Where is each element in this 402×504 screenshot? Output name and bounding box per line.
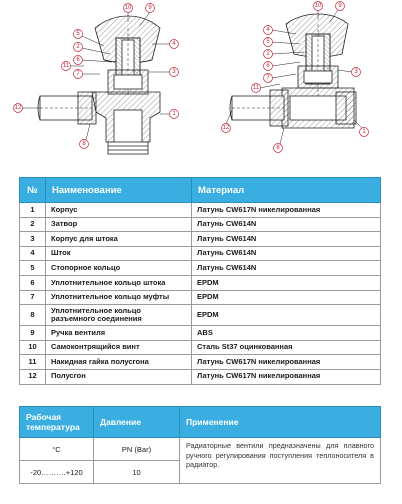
table-row — [20, 355, 381, 370]
callout-marker — [124, 4, 133, 13]
cell-number: 6 — [20, 275, 46, 290]
cell-name: Полусгон — [46, 369, 192, 384]
cell-material: EPDM — [192, 275, 381, 290]
cell-name: Уплотнительное кольцо муфты — [46, 290, 192, 305]
callout-marker — [252, 84, 261, 93]
cell-name: Накидная гайка полусгона — [46, 355, 192, 370]
callout-marker — [360, 128, 369, 137]
cell-name: Стопорное кольцо — [46, 261, 192, 276]
svg-text:11: 11 — [62, 63, 70, 69]
callout-marker — [264, 38, 273, 47]
cell-name: Самоконтрящийся винт — [46, 340, 192, 355]
table-row — [20, 290, 381, 305]
callout-marker — [264, 74, 273, 83]
callout-marker — [74, 43, 83, 52]
svg-text:1: 1 — [172, 111, 176, 117]
callout-marker — [314, 2, 323, 11]
callout-marker — [264, 26, 273, 35]
svg-text:10: 10 — [314, 3, 322, 9]
svg-text:12: 12 — [14, 105, 22, 111]
svg-text:7: 7 — [266, 75, 270, 81]
cell-name: Ручка вентиля — [46, 326, 192, 341]
callout-marker — [146, 4, 155, 13]
header-pressure: Давление — [94, 407, 180, 438]
svg-text:1: 1 — [362, 129, 366, 135]
valve-drawings — [0, 0, 402, 170]
svg-text:12: 12 — [222, 125, 230, 131]
cell-name: Корпус для штока — [46, 232, 192, 247]
callout-marker — [80, 140, 89, 149]
cell-name: Уплотнительное кольцо разъемного соединения — [46, 305, 192, 326]
svg-text:3: 3 — [354, 69, 358, 75]
cell-name: Уплотнительное кольцо штока — [46, 275, 192, 290]
svg-text:6: 6 — [266, 63, 270, 69]
svg-text:3: 3 — [172, 69, 176, 75]
table-row — [20, 369, 381, 384]
cell-number: 4 — [20, 246, 46, 261]
cell-number: 3 — [20, 232, 46, 247]
table-row — [20, 203, 381, 218]
callout-marker — [274, 144, 283, 153]
cell-number: 2 — [20, 217, 46, 232]
svg-text:5: 5 — [76, 31, 80, 37]
cell-number: 5 — [20, 261, 46, 276]
callout-marker — [74, 30, 83, 39]
svg-text:11: 11 — [252, 85, 260, 91]
svg-text:6: 6 — [76, 57, 80, 63]
cell-material: Латунь CW614N — [192, 217, 381, 232]
table-row — [20, 340, 381, 355]
svg-text:8: 8 — [276, 145, 280, 151]
cell-material: Латунь CW617N никелированная — [192, 369, 381, 384]
spec-units-row — [20, 438, 381, 461]
callout-marker — [62, 62, 71, 71]
cell-material: Латунь CW617N никелированная — [192, 203, 381, 218]
svg-text:9: 9 — [148, 5, 152, 11]
spec-table — [19, 406, 381, 484]
materials-header-row — [20, 178, 381, 203]
pressure-value: 10 — [94, 461, 180, 484]
table-row — [20, 305, 381, 326]
cell-material: EPDM — [192, 305, 381, 326]
cell-name: Затвор — [46, 217, 192, 232]
table-row — [20, 232, 381, 247]
table-row — [20, 217, 381, 232]
callout-marker — [170, 40, 179, 49]
header-application: Применение — [180, 407, 381, 438]
svg-text:2: 2 — [76, 44, 80, 50]
svg-text:10: 10 — [124, 5, 132, 11]
cell-number: 7 — [20, 290, 46, 305]
svg-text:8: 8 — [82, 141, 86, 147]
temperature-unit: °C — [20, 438, 94, 461]
svg-text:9: 9 — [338, 3, 342, 9]
header-material: Материал — [192, 178, 381, 203]
header-number: № — [20, 178, 46, 203]
svg-text:5: 5 — [266, 39, 270, 45]
cell-number: 11 — [20, 355, 46, 370]
svg-text:4: 4 — [172, 41, 176, 47]
cell-material: ABS — [192, 326, 381, 341]
callout-marker — [222, 124, 231, 133]
header-temperature: Рабочая температура — [20, 407, 94, 438]
cell-material: EPDM — [192, 290, 381, 305]
straight-valve-drawing — [226, 10, 362, 144]
callout-marker — [14, 104, 23, 113]
cell-number: 1 — [20, 203, 46, 218]
callout-marker — [170, 110, 179, 119]
cell-name: Шток — [46, 246, 192, 261]
header-name: Наименование — [46, 178, 192, 203]
angle-valve-drawing — [22, 12, 170, 154]
table-row — [20, 275, 381, 290]
cell-material: Сталь St37 оцинкованная — [192, 340, 381, 355]
cell-material: Латунь CW614N — [192, 246, 381, 261]
pressure-unit: PN (Bar) — [94, 438, 180, 461]
callout-marker — [264, 50, 273, 59]
temperature-range: -20……….+120 — [20, 461, 94, 484]
table-row — [20, 246, 381, 261]
callout-marker — [74, 56, 83, 65]
cell-material: Латунь CW614N — [192, 232, 381, 247]
svg-text:4: 4 — [266, 27, 270, 33]
cell-material: Латунь CW617N никелированная — [192, 355, 381, 370]
table-row — [20, 261, 381, 276]
cell-number: 8 — [20, 305, 46, 326]
spec-header-row — [20, 407, 381, 438]
cell-number: 10 — [20, 340, 46, 355]
callout-marker — [352, 68, 361, 77]
cell-name: Корпус — [46, 203, 192, 218]
application-text: Радиаторные вентили предназначены для плавного ручного регулирования поступления теплоносителя в радиатор. — [180, 438, 381, 484]
cell-number: 12 — [20, 369, 46, 384]
svg-text:2: 2 — [266, 51, 270, 57]
svg-text:7: 7 — [76, 71, 80, 77]
callout-marker — [74, 70, 83, 79]
callout-marker — [264, 62, 273, 71]
callout-marker — [336, 2, 345, 11]
table-row — [20, 326, 381, 341]
materials-table — [19, 177, 381, 385]
callout-marker — [170, 68, 179, 77]
cell-material: Латунь CW614N — [192, 261, 381, 276]
cell-number: 9 — [20, 326, 46, 341]
